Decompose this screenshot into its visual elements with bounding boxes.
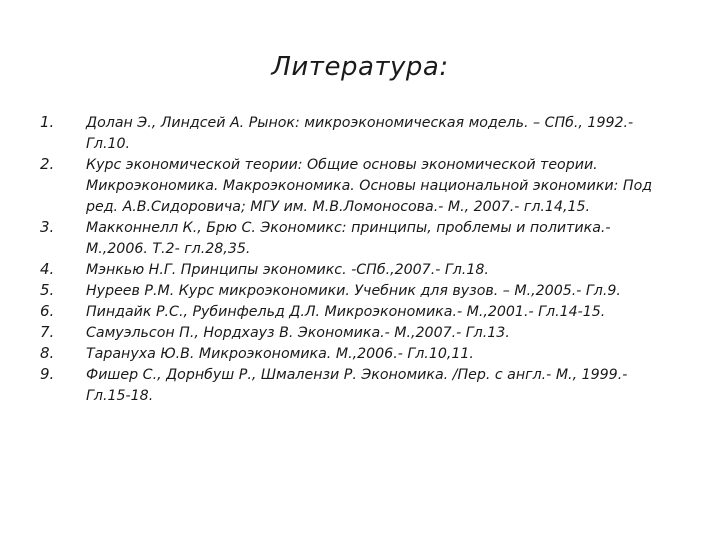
reference-item	[0, 260, 720, 281]
reference-line: Самуэльсон П., Нордхауз В. Экономика.- М.,2007.- Гл.13.	[86, 325, 510, 341]
reference-text	[86, 344, 646, 365]
reference-number: 9.	[40, 365, 55, 383]
reference-text	[86, 260, 646, 281]
reference-line: Гл.15-18.	[86, 388, 154, 404]
page-title	[0, 52, 720, 82]
reference-line: Нуреев Р.М. Курс микроэкономики. Учебник для вузов. – М.,2005.- Гл.9.	[86, 283, 621, 299]
reference-text	[86, 323, 646, 344]
reference-list	[0, 113, 720, 407]
reference-number: 7.	[40, 323, 55, 341]
reference-number: 8.	[40, 344, 55, 362]
reference-number: 6.	[40, 302, 55, 320]
reference-item	[0, 155, 720, 218]
reference-number: 5.	[40, 281, 55, 299]
reference-line: Курс экономической теории: Общие основы экономической теории.	[86, 157, 598, 173]
reference-line: Гл.10.	[86, 136, 131, 152]
reference-line: Тарануха Ю.В. Микроэкономика. М.,2006.- Гл.10,11.	[86, 346, 474, 362]
reference-text	[86, 155, 653, 218]
reference-line: Пиндайк Р.С., Рубинфельд Д.Л. Микроэкономика.- М.,2001.- Гл.14-15.	[86, 304, 606, 320]
reference-text	[86, 113, 646, 155]
reference-number: 3.	[40, 218, 55, 236]
reference-line: Фишер С., Дорнбуш Р., Шмалензи Р. Экономика. /Пер. с англ.- М., 1999.-	[86, 367, 628, 383]
reference-line: ред. А.В.Сидоровича; МГУ им. М.В.Ломоносова.- М., 2007.- гл.14,15.	[86, 199, 591, 215]
reference-line: Мэнкью Н.Г. Принципы экономикс. -СПб.,2007.- Гл.18.	[86, 262, 489, 278]
reference-text	[86, 365, 646, 407]
reference-item	[0, 113, 720, 155]
reference-item	[0, 323, 720, 344]
reference-line: Микроэкономика. Макроэкономика. Основы национальной экономики: Под	[86, 178, 653, 194]
reference-item	[0, 281, 720, 302]
reference-text	[86, 302, 646, 323]
reference-item	[0, 365, 720, 407]
reference-item	[0, 344, 720, 365]
reference-line: Макконнелл К., Брю С. Экономикс: принципы, проблемы и политика.-	[86, 220, 611, 236]
reference-number: 1.	[40, 113, 55, 131]
reference-text	[86, 218, 646, 260]
reference-number: 2.	[40, 155, 55, 173]
reference-item	[0, 302, 720, 323]
reference-item	[0, 218, 720, 260]
reference-line: М.,2006. Т.2- гл.28,35.	[86, 241, 251, 257]
reference-line: Долан Э., Линдсей А. Рынок: микроэкономическая модель. – СПб., 1992.-	[86, 115, 634, 131]
reference-number: 4.	[40, 260, 55, 278]
reference-text	[86, 281, 646, 302]
page-title-text: Литература:	[271, 52, 449, 82]
